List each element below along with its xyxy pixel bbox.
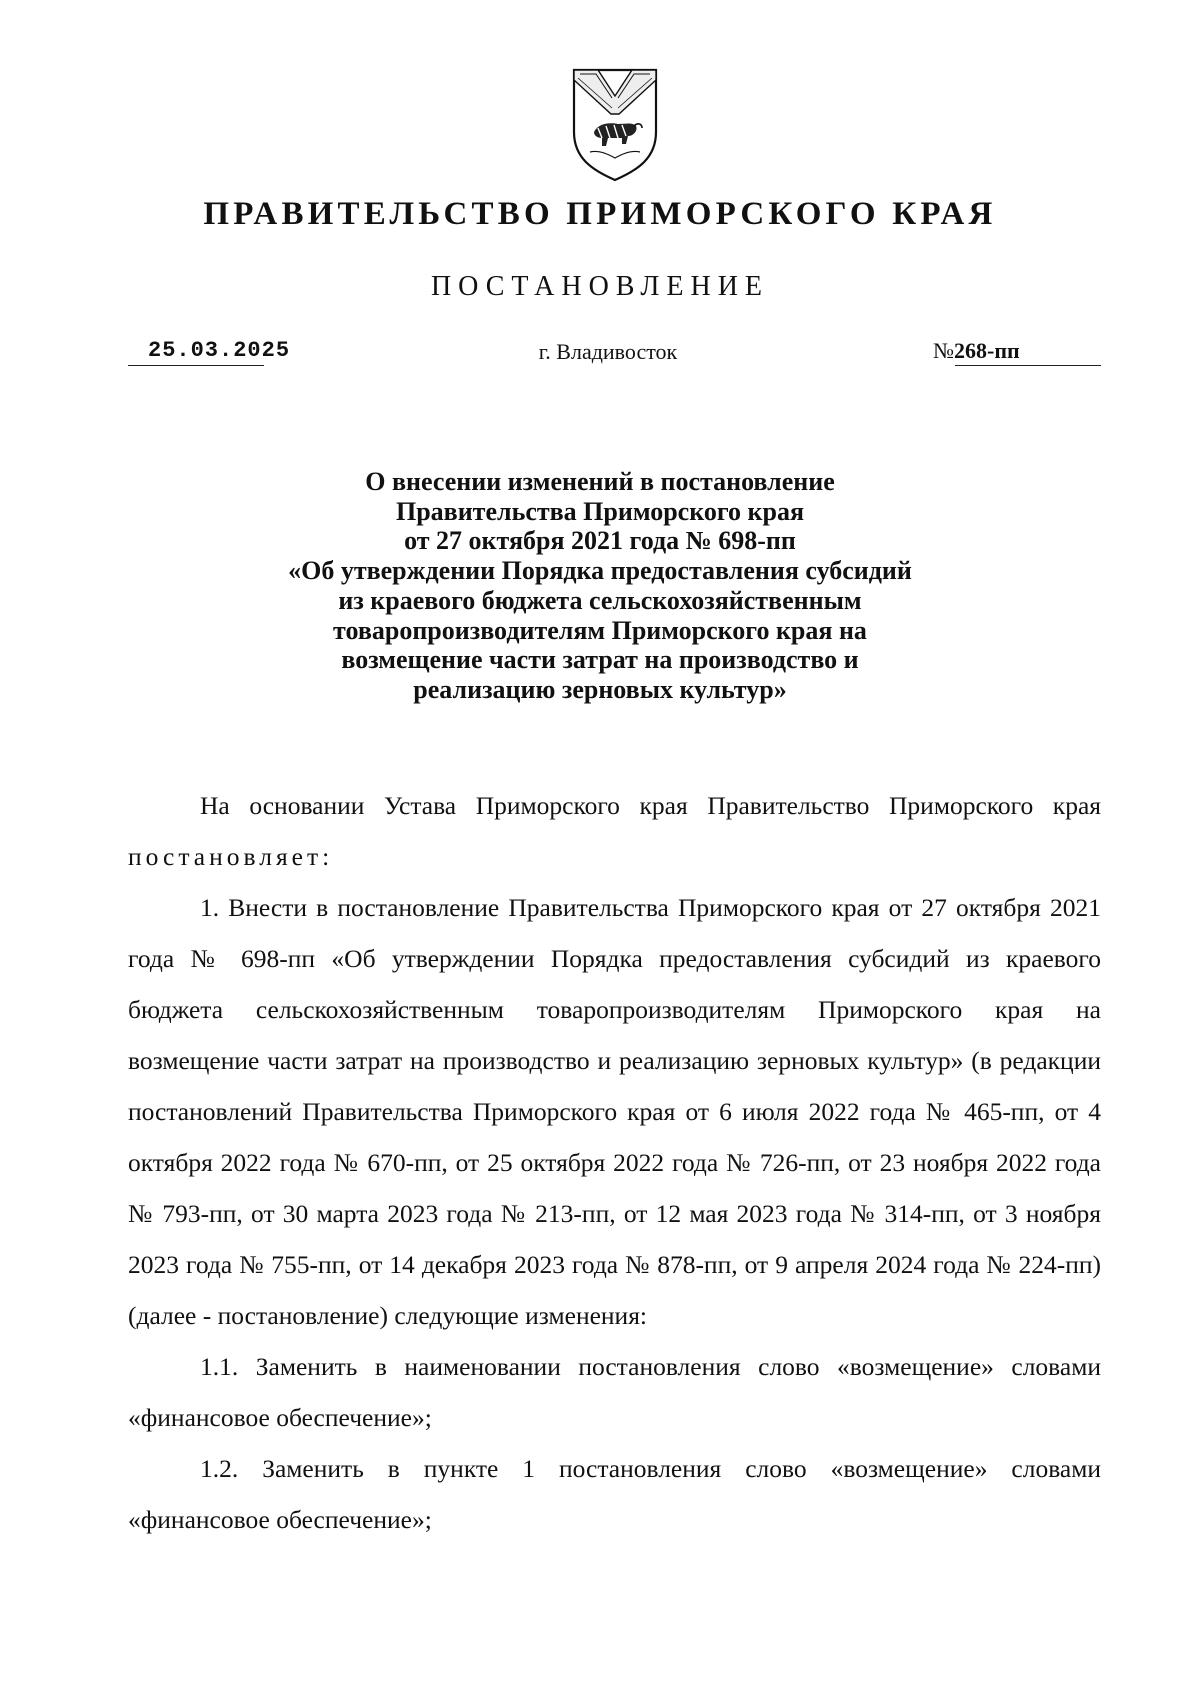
item-1-2-paragraph: 1.2. Заменить в пункте 1 постановления слово «возмещение» словами «финансовое обеспечение»;	[128, 1454, 1101, 1534]
item-1-paragraph: 1. Внести в постановление Правительства Приморского края от 27 октября 2021 года № 698-пп «Об утверждении Порядка предоставления субсидий из краевого бюджета сельскохозяйственным товаропроизводителям Приморского края на возмещение части затрат на производство и реализацию зерновых культур» (в редакции постановлений Правительства Приморского края от 6 июля 2022 года № 465-пп, от 4 октября 2022 года № 670-пп, от 25 октября 2022 года № 726-пп, от 23 ноября 2022 года № 793-пп, от 30 марта 2023 года № 213-пп, от 12 мая 2023 года № 314-пп, от 3 ноября 2023 года № 755-пп, от 14 декабря 2023 года № 878-пп, от 9 апреля 2024 года № 224-пп) (далее - постановление) следующие изменения:	[128, 893, 1101, 1330]
preamble-text: На основании Устава Приморского края Правительство Приморского края	[200, 791, 1101, 820]
number-underline	[955, 365, 1101, 366]
heading-line: Правительства Приморского края	[395, 496, 805, 526]
document-number	[933, 338, 1020, 364]
document-date: 25.03.2025	[148, 338, 291, 363]
heading-line: возмещение части затрат на производство и	[341, 645, 859, 675]
heading-line: товаропроизводителям Приморского края на	[333, 615, 867, 645]
document-city: г. Владивосток	[538, 339, 678, 364]
preamble-paragraph	[128, 780, 1101, 882]
document-heading	[0, 467, 1200, 705]
document-type: ПОСТАНОВЛЕНИЕ	[430, 271, 770, 302]
date-underline	[128, 365, 264, 366]
number-value: 268-пп	[954, 338, 1020, 363]
heading-line: от 27 октября 2021 года № 698-пп	[404, 526, 796, 556]
heading-line: из краевого бюджета сельскохозяйственным	[338, 585, 862, 615]
item-1-1-paragraph: 1.1. Заменить в наименовании постановления слово «возмещение» словами «финансовое обеспечение»;	[128, 1352, 1101, 1432]
heading-line: О внесении изменений в постановление	[365, 467, 835, 496]
government-title: ПРАВИТЕЛЬСТВО ПРИМОРСКОГО КРАЯ	[203, 196, 997, 232]
heading-line: «Об утверждении Порядка предоставления субсидий	[288, 556, 912, 586]
document-body	[128, 780, 1101, 1545]
coat-of-arms-icon	[568, 66, 662, 184]
preamble-resolves: постановляет:	[128, 842, 334, 871]
number-sign: №	[933, 338, 954, 363]
heading-line: реализацию зерновых культур»	[413, 674, 787, 704]
